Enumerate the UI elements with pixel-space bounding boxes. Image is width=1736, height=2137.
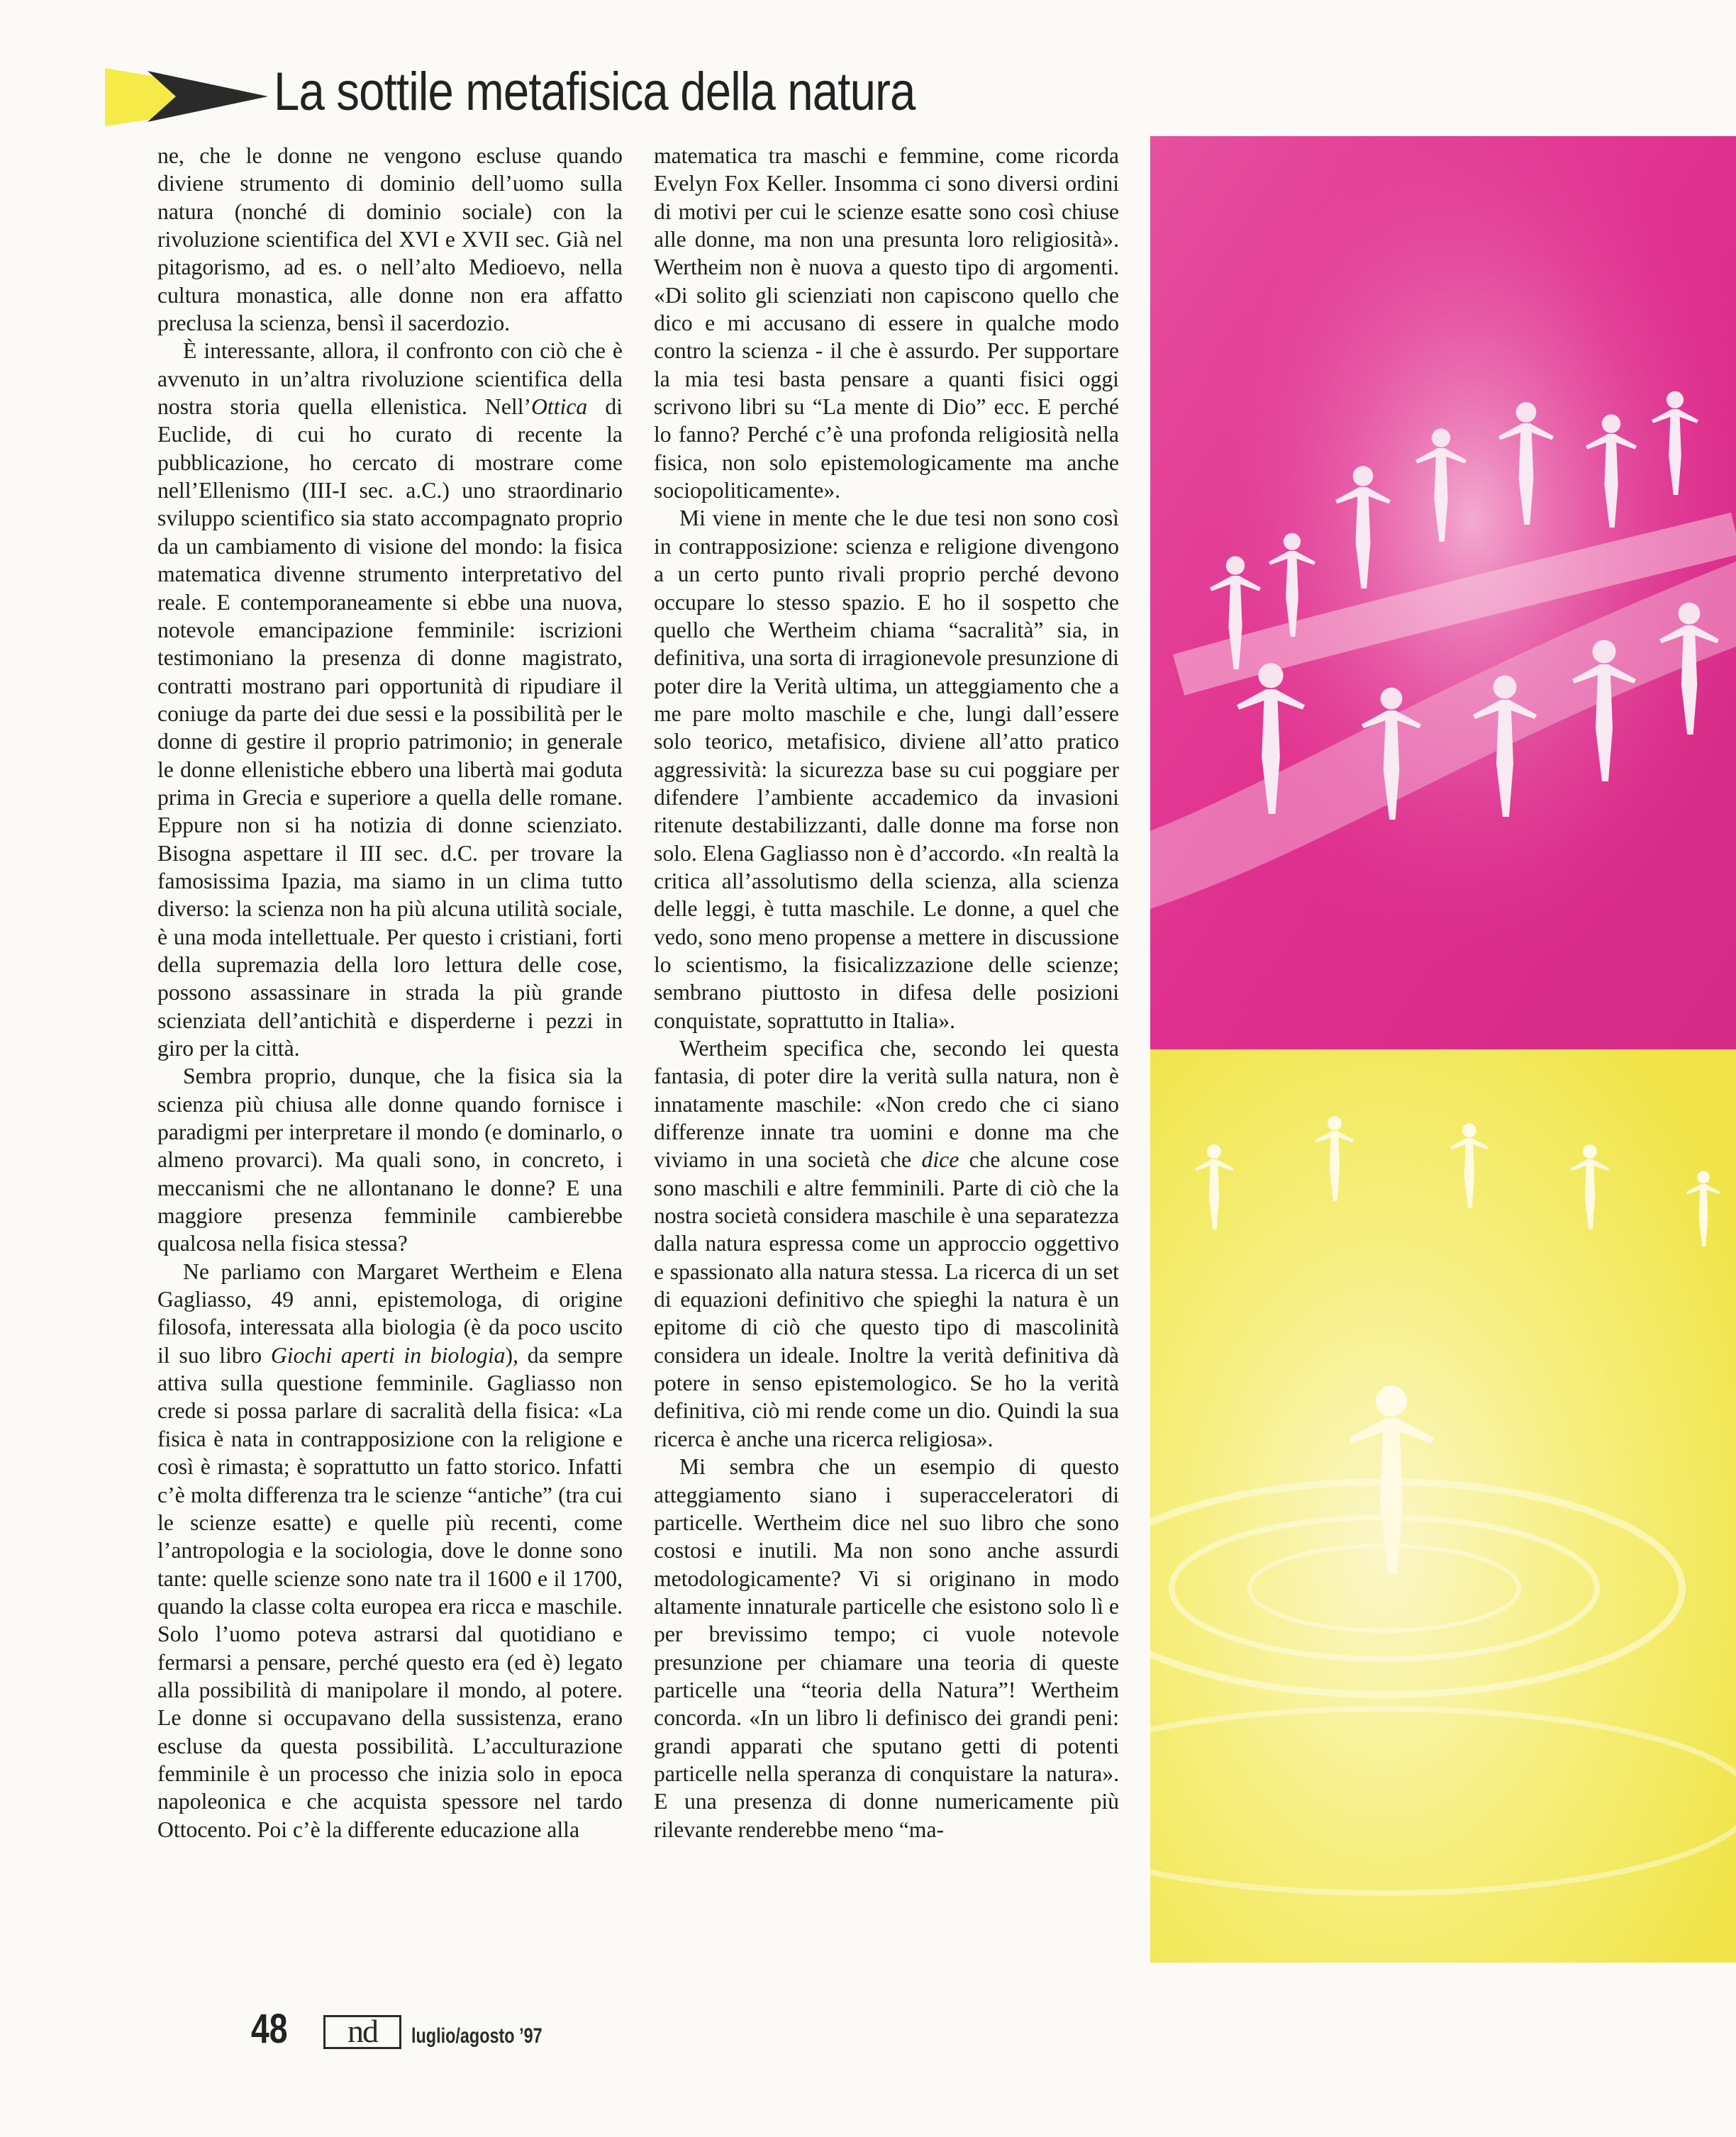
paragraph: Ne parliamo con Margaret Wertheim e Elena Gagliasso, 49 anni, epistemologa, di origine filosofa, interessata alla biologia (è da poco uscito il suo libro Giochi aperti in biologia), da sempre attiva sulla questione femminile. Gagliasso non crede si possa parlare di sacralità della fisica: «La fisica è nata in contrapposizione con la religione e così è rimasta; è soprattutto un fatto storico. Infatti c’è molta differenza tra le scienze “antiche” (tra cui le scienze esatte) e quelle più recenti, come l’antropologia e la sociologia, dove le donne sono tante: quelle scienze sono nate tra il 1600 e il 1700, quando la classe colta europea era ricca e maschile. Solo l’uomo poteva astrarsi dal quotidiano e fermarsi a pensare, perché questo era (ed è) legato alla possibilità di manipolare il mondo, al potere. Le donne si occupavano della sussistenza, erano escluse da questa possibilità. L’acculturazione femminile è un processo che inizia solo in epoca napoleonica e che acquista spessore nel tardo Ottocento. Poi c’è la differente educazione alla bbox=[157, 1259, 623, 1842]
emphasis: dice bbox=[921, 1147, 959, 1173]
article-header bbox=[105, 57, 1098, 135]
illustration-pink bbox=[1150, 136, 1736, 1049]
paragraph: Sembra proprio, dunque, che la fisica sia la scienza più chiusa alle donne quando fornisce i paradigmi per interpretare il mondo (e dominarlo, o almeno provarci). Ma quali sono, in concreto, i meccanismi che ne allontanano le donne? E una maggiore presenza femminile cambierebbe qualcosa nella fisica stessa? bbox=[157, 1064, 623, 1256]
page-number: 48 bbox=[251, 2006, 288, 2052]
arrow-icon bbox=[105, 67, 268, 126]
text-column-right bbox=[654, 142, 1119, 1843]
paragraph: ne, che le donne ne vengono escluse quando diviene strumento di dominio dell’uomo sulla natura (nonché di dominio sociale) con la rivoluzione scientifica del XVI e XVII sec. Già nel pitagorismo, ad es. o nell’alto Medioevo, nella cultura monastica, alle donne non era affatto preclusa la scienza, bensì il sacerdozio. bbox=[157, 143, 623, 336]
illustration-yellow bbox=[1150, 1049, 1736, 1963]
magazine-logo: nd bbox=[323, 2015, 401, 2049]
paragraph: È interessante, allora, il confronto con ciò che è avvenuto in un’altra rivoluzione scientifica della nostra storia quella ellenistica. Nell’Ottica di Euclide, di cui ho curato di recente la pubblicazione, ho cercato di mostrare come nell’Ellenismo (III-I sec. a.C.) uno straordinario sviluppo scientifico sia stato accompagnato proprio da un cambiamento di visione del mondo: la fisica matematica divenne strumento interpretativo del reale. E contemporaneamente si ebbe una nuova, notevole emancipazione femminile: iscrizioni testimoniano la presenza di donne magistrato, contratti mostrano pari opportunità di ripudiare il coniuge da parte dei due sessi e la possibilità per le donne di gestire il proprio patrimonio; in generale le donne ellenistiche ebbero una libertà mai goduta prima in Grecia e superiore a quella delle romane. Eppure non si ha notizia di donne scienziato. Bisogna aspettare il III sec. d.C. per trovare la famosissima Ipazia, ma siamo in un clima tutto diverso: la scienza non ha più alcuna utilità sociale, è una moda intellettuale. Per questo i cristiani, forti della supremazia della loro lettura delle cose, possono assassinare in strada la più grande scienziata dell’antichità e disperderne i pezzi in giro per la città. bbox=[157, 338, 623, 1061]
paragraph: matematica tra maschi e femmine, come ricorda Evelyn Fox Keller. Insomma ci sono diversi ordini di motivi per cui le scienze esatte sono così chiuse alle donne, ma non una presunta loro religiosità». Wertheim non è nuova a questo tipo di argomenti. «Di solito gli scienziati non capiscono quello che dico e mi accusano di essere in qualche modo contro la scienza - il che è assurdo. Per supportare la mia tesi basta pensare a quanti fisici oggi scrivono libri su “La mente di Dio” ecc. E perché lo fanno? Perché c’è una profonda religiosità nella fisica, non solo epistemologicamente ma anche sociopoliticamente». bbox=[654, 143, 1119, 503]
issue-date: luglio/agosto ’97 bbox=[411, 2024, 542, 2048]
paragraph: Mi sembra che un esempio di questo atteggiamento siano i superacceleratori di particelle. Wertheim dice nel suo libro che sono costosi e inutili. Ma non sono anche assurdi metodologicamente? Vi si originano in modo altamente innaturale particelle che esistono solo lì e per brevissimo tempo; ci vuole notevole presunzione per chiamare una teoria di queste particelle una “teoria della Natura”! Wertheim concorda. «In un libro li definisco dei grandi peni: grandi apparati che sputano getti di potenti particelle nella speranza di conquistare la natura». E una presenza di donne numericamente più rilevante renderebbe meno “ma- bbox=[654, 1454, 1119, 1842]
book-title: Giochi aperti in biologia bbox=[270, 1342, 506, 1368]
book-title: Ottica bbox=[531, 394, 588, 420]
article-title: La sottile metafisica della natura bbox=[274, 62, 916, 122]
paragraph: Mi viene in mente che le due tesi non sono così in contrapposizione: scienza e religione divengono a un certo punto rivali proprio perché devono occupare lo stesso spazio. E ho il sospetto che quello che Wertheim chiama “sacralità” sia, in definitiva, una sorta di irragionevole presunzione di poter dire la Verità ultima, un atteggiamento che a me pare molto maschile e che, lungi dall’essere solo teorico, metafisico, diviene all’atto pratico aggressività: la sicurezza base su cui poggiare per difendere l’ambiente accademico da invasioni ritenute destabilizzanti, dalle donne ma forse non solo. Elena Gagliasso non è d’accordo. «In realtà la critica all’assolutismo della scienza, alla scienza delle leggi, è tutta maschile. Le donne, a quel che vedo, sono meno propense a mettere in discussione lo scientismo, la fisicalizzazione delle scienze; sembrano piuttosto in difesa delle posizioni conquistate, soprattutto in Italia». bbox=[654, 506, 1119, 1033]
paragraph: Wertheim specifica che, secondo lei questa fantasia, di poter dire la verità sulla natura, non è innatamente maschile: «Non credo che ci siano differenze innate tra uomini e donne ma che viviamo in una società che dice che alcune cose sono maschili e altre femminili. Parte di ciò che la nostra società considera maschile è una separatezza dalla natura espressa come un approccio oggettivo e spassionato alla natura stessa. La ricerca di un set di equazioni definitivo che spieghi la natura è un epitome di ciò che questo tipo di mascolinità considera un ideale. Inoltre la verità definitiva dà potere in senso epistemologico. Se ho la verità definitiva, ciò mi rende come un dio. Quindi la sua ricerca è anche una ricerca religiosa». bbox=[654, 1036, 1119, 1451]
text-column-left bbox=[157, 142, 623, 1843]
